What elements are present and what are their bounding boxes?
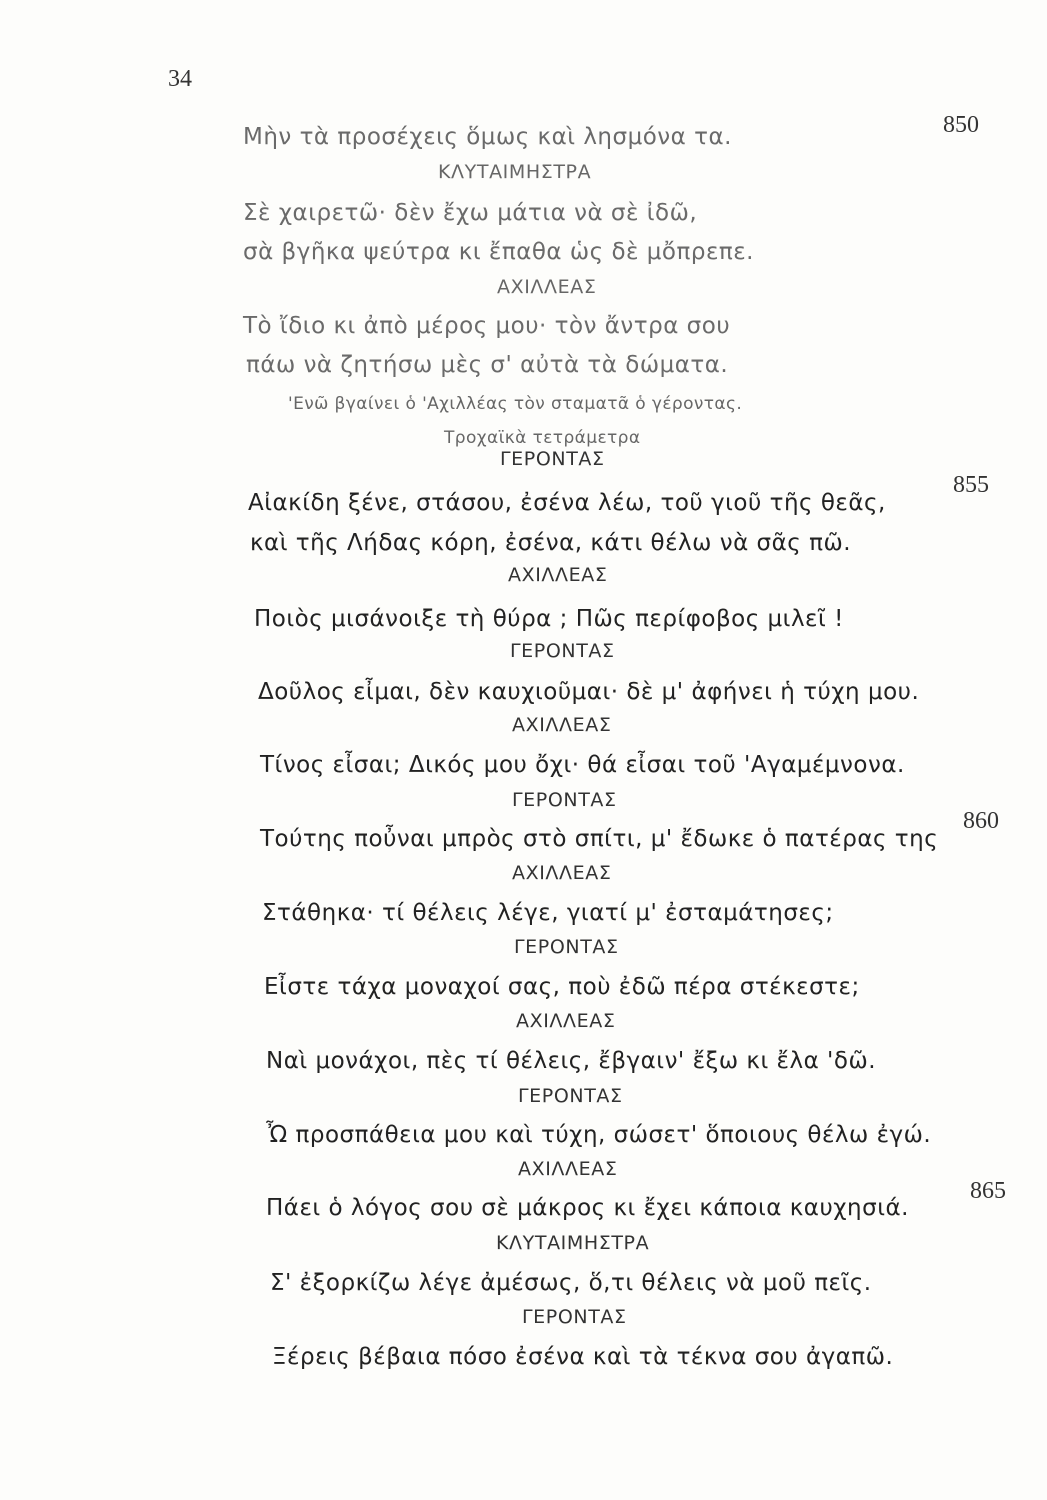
verse-line: Αἰακίδη ξένε, στάσου, ἐσένα λέω, τοῦ γιοῦ τῆς θεᾶς, [248, 490, 886, 516]
speaker-name: ΚΛΥΤΑΙΜΗΣΤΡΑ [496, 1232, 650, 1254]
stage-direction: 'Ενῶ βγαίνει ὁ 'Αχιλλέας τὸν σταματᾶ ὁ γέροντας. [288, 394, 743, 414]
line-number: 865 [970, 1178, 1006, 1204]
verse-line: Σὲ χαιρετῶ· δὲν ἔχω μάτια νὰ σὲ ἰδῶ, [243, 200, 698, 226]
speaker-name: ΓΕΡΟΝΤΑΣ [500, 448, 605, 470]
verse-line: Σ' ἐξορκίζω λέγε ἀμέσως, ὅ,τι θέλεις νὰ μοῦ πεῖς. [270, 1270, 872, 1296]
verse-line: Τούτης ποὖναι μπρὸς στὸ σπίτι, μ' ἔδωκε ὁ πατέρας της [260, 826, 939, 852]
verse-line: Ποιὸς μισάνοιξε τὴ θύρα ; Πῶς περίφοβος μιλεῖ ! [254, 606, 844, 632]
verse-line: Ὦ προσπάθεια μου καὶ τύχη, σώσετ' ὅποιους θέλω ἐγώ. [266, 1122, 932, 1148]
verse-line: καὶ τῆς Λήδας κόρη, ἐσένα, κάτι θέλω νὰ σᾶς πῶ. [250, 530, 852, 556]
verse-line: Μὴν τὰ προσέχεις ὅμως καὶ λησμόνα τα. [243, 124, 732, 150]
line-number: 855 [953, 472, 989, 498]
speaker-name: ΓΕΡΟΝΤΑΣ [514, 936, 619, 958]
verse-line: πάω νὰ ζητήσω μὲς σ' αὐτὰ τὰ δώματα. [246, 352, 729, 378]
speaker-name: ΑΧΙΛΛΕΑΣ [512, 714, 612, 736]
speaker-name: ΑΧΙΛΛΕΑΣ [516, 1010, 616, 1032]
verse-line: Τίνος εἶσαι; Δικός μου ὄχι· θά εἶσαι τοῦ 'Αγαμέμνονα. [260, 752, 905, 778]
speaker-name: ΓΕΡΟΝΤΑΣ [510, 640, 615, 662]
verse-line: Ξέρεις βέβαια πόσο ἐσένα καὶ τὰ τέκνα σου ἀγαπῶ. [272, 1344, 894, 1370]
verse-line: Δοῦλος εἶμαι, δὲν καυχιοῦμαι· δὲ μ' ἀφήνει ἡ τύχη μου. [258, 679, 920, 705]
line-number: 850 [943, 112, 979, 138]
speaker-name: ΓΕΡΟΝΤΑΣ [512, 789, 617, 811]
page-number: 34 [168, 66, 192, 92]
speaker-name: ΚΛΥΤΑΙΜΗΣΤΡΑ [438, 161, 592, 183]
speaker-name: ΑΧΙΛΛΕΑΣ [508, 564, 608, 586]
verse-line: Ναὶ μονάχοι, πὲς τί θέλεις, ἔβγαιν' ἔξω κι ἔλα 'δῶ. [266, 1048, 877, 1074]
meter-label: Τροχαϊκὰ τετράμετρα [444, 428, 641, 448]
speaker-name: ΓΕΡΟΝΤΑΣ [518, 1085, 623, 1107]
speaker-name: ΑΧΙΛΛΕΑΣ [497, 276, 597, 298]
verse-line: Εἶστε τάχα μοναχοί σας, ποὺ ἐδῶ πέρα στέκεστε; [264, 974, 860, 1000]
verse-line: Στάθηκα· τί θέλεις λέγε, γιατί μ' ἐσταμάτησες; [262, 900, 834, 926]
verse-line: Τὸ ἴδιο κι ἀπὸ μέρος μου· τὸν ἄντρα σου [243, 313, 731, 339]
verse-line: σὰ βγῆκα ψεύτρα κι ἔπαθα ὡς δὲ μὄπρεπε. [243, 239, 754, 265]
speaker-name: ΓΕΡΟΝΤΑΣ [522, 1306, 627, 1328]
speaker-name: ΑΧΙΛΛΕΑΣ [518, 1158, 618, 1180]
speaker-name: ΑΧΙΛΛΕΑΣ [512, 862, 612, 884]
line-number: 860 [963, 808, 999, 834]
verse-line: Πάει ὁ λόγος σου σὲ μάκρος κι ἔχει κάποια καυχησιά. [266, 1195, 909, 1221]
